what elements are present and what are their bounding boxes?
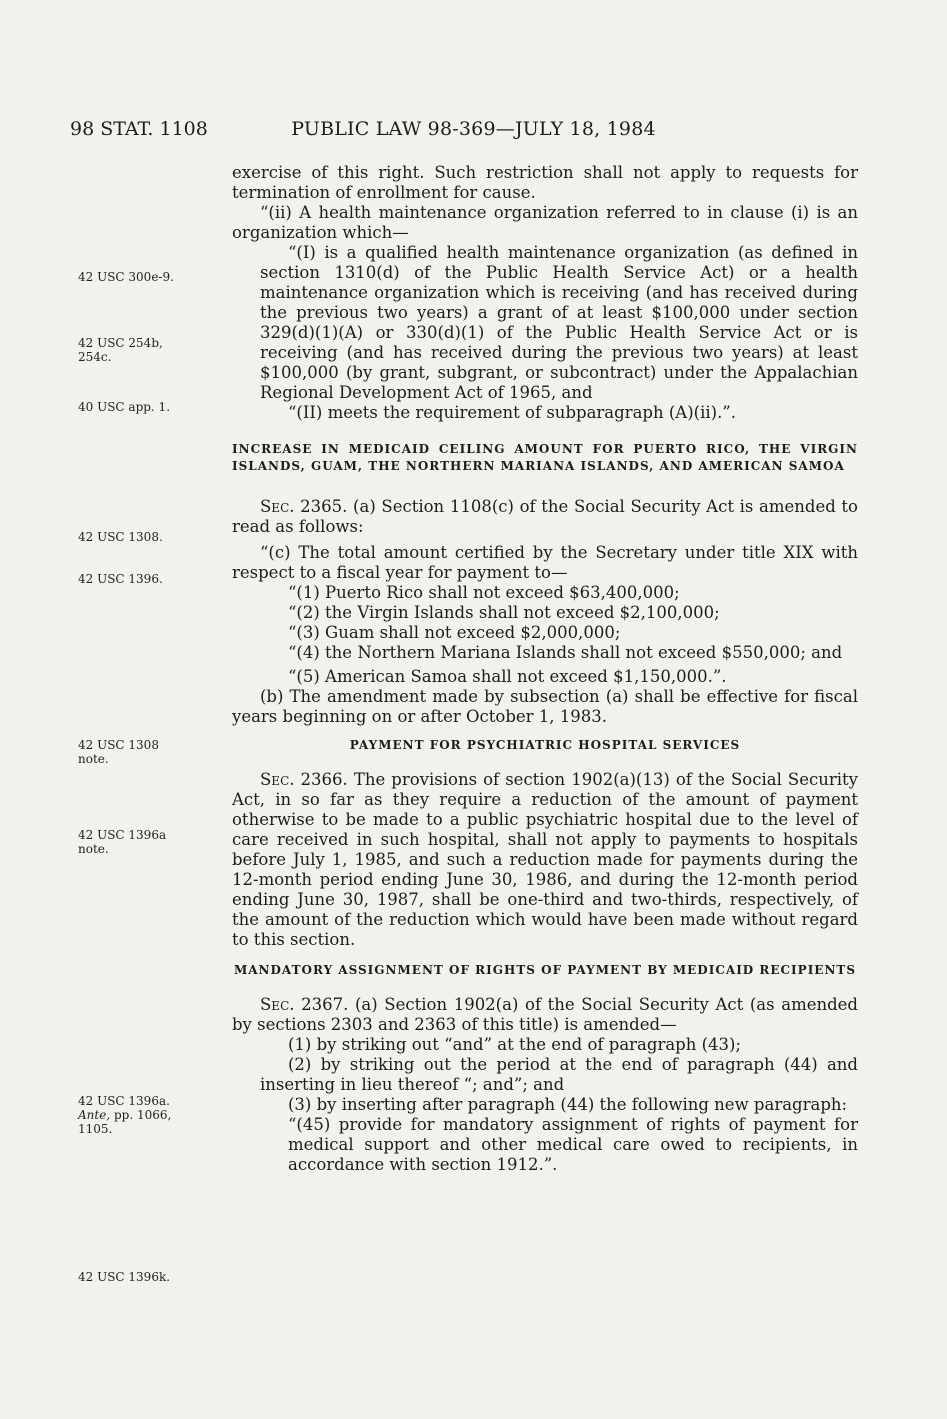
margin-note: 42 USC 1396a. — [78, 1094, 170, 1108]
section-2367 — [232, 995, 858, 1035]
margin-note: 254c. — [78, 350, 112, 364]
section-heading: INCREASE IN MEDICAID CEILING AMOUNT FOR PUERTO RICO, THE VIRGIN ISLANDS, GUAM, THE NORTHERN MARIANA ISLANDS, AND AMERICAN SAMOA — [232, 442, 858, 473]
list-item: (1) by striking out “and” at the end of paragraph (43); — [288, 1035, 742, 1054]
section-label: Sec. — [260, 497, 295, 516]
paragraph: “(c) The total amount certified by the Secretary under title XIX with respect to a fiscal year for payment to— — [232, 543, 858, 582]
margin-note: note. — [78, 842, 109, 856]
section-2366 — [232, 770, 858, 950]
margin-note: 42 USC 1308 — [78, 738, 159, 752]
list-item: “(2) the Virgin Islands shall not exceed $2,100,000; — [288, 603, 720, 622]
paragraph: (b) The amendment made by subsection (a) shall be effective for fiscal years beginning on or after October 1, 1983. — [232, 687, 858, 726]
body-text — [232, 163, 858, 1175]
margin-note: 1105. — [78, 1122, 113, 1136]
section-heading: MANDATORY ASSIGNMENT OF RIGHTS OF PAYMENT BY MEDICAID RECIPIENTS — [233, 963, 857, 977]
section-text: 2366. The provisions of section 1902(a)(13) of the Social Security Act, in so far as they require a reduction of the amount of payment otherwise to be made to a public psychiatric hospital due to the level of care received in such hospital, shall not apply to payments to hospitals before July 1, 1985, and such a reduction made for payments during the 12-month period ending June 30, 1986, and during the 12-month period ending June 30, 1987, shall be one-third and two-thirds, respectively, of the amount of the reduction which would have been made without regard to this section. — [232, 770, 858, 949]
margin-note: 42 USC 254b, — [78, 336, 163, 350]
margin-note-pages: pp. 1066, — [110, 1108, 172, 1122]
margin-note-ante: Ante, — [78, 1108, 111, 1122]
margin-note: 42 USC 1396k. — [78, 1270, 171, 1284]
list-item: “(1) Puerto Rico shall not exceed $63,400,000; — [288, 583, 680, 602]
list-item: (2) by striking out the period at the end of paragraph (44) and inserting in lieu thereof “; and”; and — [260, 1055, 858, 1094]
margin-note: 42 USC 300e-9. — [78, 270, 174, 284]
paragraph: “(I) is a qualified health maintenance organization (as defined in section 1310(d) of the Public Health Service Act) or a health maintenance organization which is receiving (and has received during the previous two years) a grant of at least $100,000 under section 329(d)(1)(A) or 330(d)(1) of the Public Health Service Act or is receiving (and has received during the previous two years) at least $100,000 (by grant, subgrant, or subcontract) under the Appalachian Regional Development Act of 1965, and — [260, 243, 858, 402]
paragraph: exercise of this right. Such restriction shall not apply to requests for termination of enrollment for cause. — [232, 163, 858, 202]
list-item: “(4) the Northern Mariana Islands shall not exceed $550,000; and — [288, 643, 843, 662]
section-label: Sec. — [260, 995, 295, 1014]
margin-note: 42 USC 1396. — [78, 572, 163, 586]
paragraph: “(ii) A health maintenance organization referred to in clause (i) is an organization which— — [232, 203, 858, 242]
section-text: 2365. (a) Section 1108(c) of the Social Security Act is amended to read as follows: — [232, 497, 858, 536]
margin-note — [78, 1108, 171, 1122]
margin-note: 40 USC app. 1. — [78, 400, 171, 414]
margin-note: 42 USC 1308. — [78, 530, 163, 544]
running-header: PUBLIC LAW 98-369—JULY 18, 1984 — [291, 118, 656, 140]
paragraph: “(II) meets the requirement of subparagraph (A)(ii).”. — [288, 403, 736, 422]
list-item: “(45) provide for mandatory assignment of rights of payment for medical support and other medical care owed to recipients, in accordance with section 1912.”. — [288, 1115, 858, 1174]
list-item: “(3) Guam shall not exceed $2,000,000; — [288, 623, 621, 642]
page-number: 98 STAT. 1108 — [70, 118, 208, 140]
list-item: “(5) American Samoa shall not exceed $1,150,000.”. — [288, 667, 727, 686]
section-text: 2367. (a) Section 1902(a) of the Social Security Act (as amended by sections 2303 and 2363 of this title) is amended— — [232, 995, 858, 1034]
section-heading: PAYMENT FOR PSYCHIATRIC HOSPITAL SERVICES — [349, 738, 741, 752]
list-item: (3) by inserting after paragraph (44) the following new paragraph: — [288, 1095, 848, 1114]
margin-note: note. — [78, 752, 109, 766]
margin-note: 42 USC 1396a — [78, 828, 167, 842]
section-label: Sec. — [260, 770, 295, 789]
section-2365 — [232, 497, 858, 537]
